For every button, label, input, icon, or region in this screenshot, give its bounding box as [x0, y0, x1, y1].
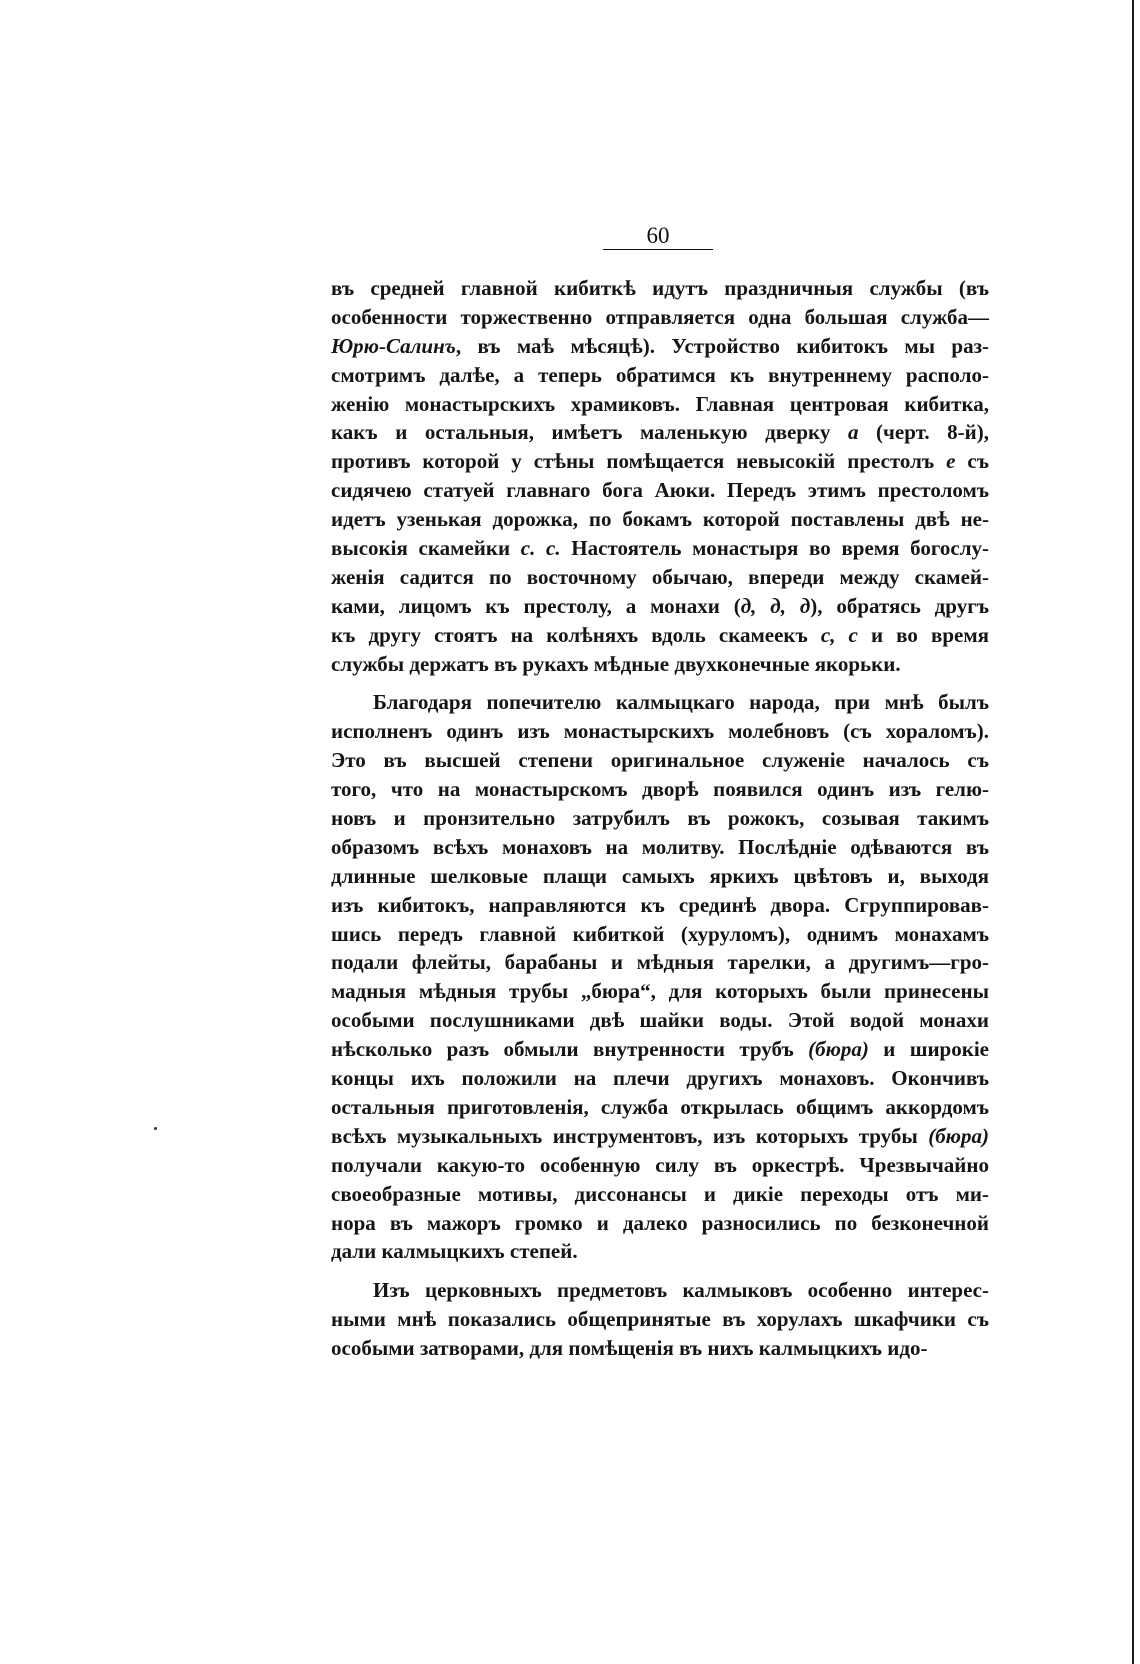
text-line	[331, 891, 989, 920]
text-run: новъ и пронзительно затрубилъ въ рожокъ, созывая такимъ	[331, 806, 989, 831]
text-run: особенности торжественно отправляется одна большая служба—	[331, 304, 989, 329]
page-edge-line	[1132, 0, 1134, 1664]
text-run: женію монастырскихъ храмиковъ. Главная центровая кибитка,	[331, 391, 989, 416]
text-line	[331, 361, 989, 390]
text-run: сидячею статуей главнаго бога Аюки. Передъ этимъ престоломъ	[331, 478, 989, 503]
text-run: всѣхъ музыкальныхъ инструментовъ, изъ которыхъ трубы	[331, 1123, 929, 1148]
text-line	[331, 1305, 989, 1334]
text-run: Настоятель монастыря во время богослу-	[560, 536, 989, 561]
italic-text-run: с, с	[820, 622, 858, 647]
text-line	[331, 717, 989, 746]
text-line	[331, 1276, 989, 1305]
italic-text-run: Юрю-Салинъ	[331, 333, 456, 358]
text-run: исполненъ одинъ изъ монастырскихъ молебновъ (съ хораломъ).	[331, 719, 989, 744]
paragraph	[331, 274, 989, 678]
text-line	[331, 948, 989, 977]
text-run: получали какую-то особенную силу въ оркестрѣ. Чрезвычайно	[331, 1152, 989, 1177]
text-run: ными мнѣ показались общепринятые въ хорулахъ шкафчики съ	[331, 1307, 989, 1332]
text-line	[331, 476, 989, 505]
italic-text-run: а	[847, 420, 859, 445]
italic-text-run: е	[946, 449, 956, 474]
text-line	[331, 534, 989, 563]
body-text	[331, 274, 989, 1373]
text-line	[331, 775, 989, 804]
text-line	[331, 505, 989, 534]
text-line	[331, 274, 989, 303]
text-line	[331, 1006, 989, 1035]
text-run: образомъ всѣхъ монаховъ на молитву. Послѣдніе одѣваются въ	[331, 834, 989, 859]
text-line	[331, 1093, 989, 1122]
text-line	[331, 1122, 989, 1151]
text-run: , въ маѣ мѣсяцѣ). Устройство кибитокъ мы раз-	[455, 333, 989, 358]
text-run: съ	[955, 449, 989, 474]
text-line	[331, 418, 989, 447]
text-run: противъ которой у стѣны помѣщается невысокій престолъ	[331, 449, 947, 474]
text-run: Изъ церковныхъ предметовъ калмыковъ особенно интерес-	[373, 1278, 989, 1303]
text-line	[331, 1151, 989, 1180]
text-line	[331, 1237, 989, 1266]
page-number: 60	[646, 223, 670, 248]
text-line	[331, 1035, 989, 1064]
text-run: какъ и остальныя, имѣетъ маленькую дверку	[331, 420, 848, 445]
text-run: своеобразные мотивы, диссонансы и дикіе переходы отъ ми-	[331, 1181, 989, 1206]
text-line	[331, 447, 989, 476]
text-run: (черт. 8-й),	[858, 420, 989, 445]
text-run: концы ихъ положили на плечи другихъ монаховъ. Окончивъ	[331, 1066, 989, 1091]
text-run: ками, лицомъ къ престолу, а монахи (	[331, 593, 741, 618]
text-run: подали флейты, барабаны и мѣдныя тарелки, а другимъ—гро-	[331, 950, 989, 975]
text-run: шись передъ главной кибиткой (хуруломъ), однимъ монахамъ	[331, 921, 989, 946]
text-run: изъ кибитокъ, направляются къ срединѣ двора. Сгруппировав-	[331, 892, 989, 917]
text-line	[331, 390, 989, 419]
text-line	[331, 563, 989, 592]
ink-speck	[154, 1127, 157, 1130]
text-line	[331, 1209, 989, 1238]
text-run: длинные шелковые плащи самыхъ яркихъ цвѣтовъ и, выходя	[331, 863, 989, 888]
text-run: того, что на монастырскомъ дворѣ появился одинъ изъ гелю-	[331, 777, 989, 802]
text-run: и во время	[857, 622, 989, 647]
text-line	[331, 1064, 989, 1093]
text-line	[331, 303, 989, 332]
paragraph	[331, 688, 989, 1266]
text-run: къ другу стоятъ на колѣняхъ вдоль скамеекъ	[331, 622, 821, 647]
text-run: въ средней главной кибиткѣ идутъ праздничныя службы (въ	[331, 276, 989, 300]
text-line	[331, 920, 989, 949]
text-run: ), обратясь другъ	[810, 593, 989, 618]
text-run: мадныя мѣдныя трубы „бюра“, для которыхъ были принесены	[331, 979, 989, 1004]
text-run: особыми затворами, для помѣщенія въ нихъ калмыцкихъ идо-	[331, 1336, 928, 1361]
italic-text-run: д, д, д	[740, 593, 811, 618]
page-number-rule	[603, 249, 713, 250]
text-line	[331, 688, 989, 717]
italic-text-run: (бюра)	[808, 1037, 869, 1062]
text-run: и широкіе	[868, 1037, 989, 1062]
text-line	[331, 977, 989, 1006]
text-run: службы держатъ въ рукахъ мѣдные двухконечные якорьки.	[331, 651, 901, 676]
text-run: идетъ узенькая дорожка, по бокамъ которой поставлены двѣ не-	[331, 507, 989, 532]
text-run: смотримъ далѣе, а теперь обратимся къ внутреннему располо-	[331, 362, 989, 387]
text-line	[331, 804, 989, 833]
text-line	[331, 332, 989, 361]
text-run: нора въ мажоръ громко и далеко разносились по безконечной	[331, 1210, 989, 1235]
text-line	[331, 862, 989, 891]
text-line	[331, 621, 989, 650]
text-run: Благодаря попечителю калмыцкаго народа, при мнѣ былъ	[373, 690, 989, 715]
text-line	[331, 1180, 989, 1209]
text-run: Это въ высшей степени оригинальное служеніе началось съ	[331, 748, 989, 773]
text-run: высокія скамейки	[331, 536, 521, 561]
text-run: нѣсколько разъ обмыли внутренности трубъ	[331, 1037, 809, 1062]
text-run: особыми послушниками двѣ шайки воды. Этой водой монахи	[331, 1008, 989, 1033]
text-line	[331, 746, 989, 775]
italic-text-run: (бюра)	[928, 1123, 989, 1148]
text-line	[331, 1334, 989, 1363]
text-run: дали калмыцкихъ степей.	[331, 1239, 578, 1264]
text-line	[331, 650, 989, 679]
text-line	[331, 833, 989, 862]
paragraph	[331, 1276, 989, 1363]
text-line	[331, 592, 989, 621]
text-run: женія садится по восточному обычаю, впереди между скамей-	[331, 564, 989, 589]
italic-text-run: с. с.	[520, 536, 561, 561]
text-run: остальныя приготовленія, служба открылась общимъ аккордомъ	[331, 1094, 989, 1119]
